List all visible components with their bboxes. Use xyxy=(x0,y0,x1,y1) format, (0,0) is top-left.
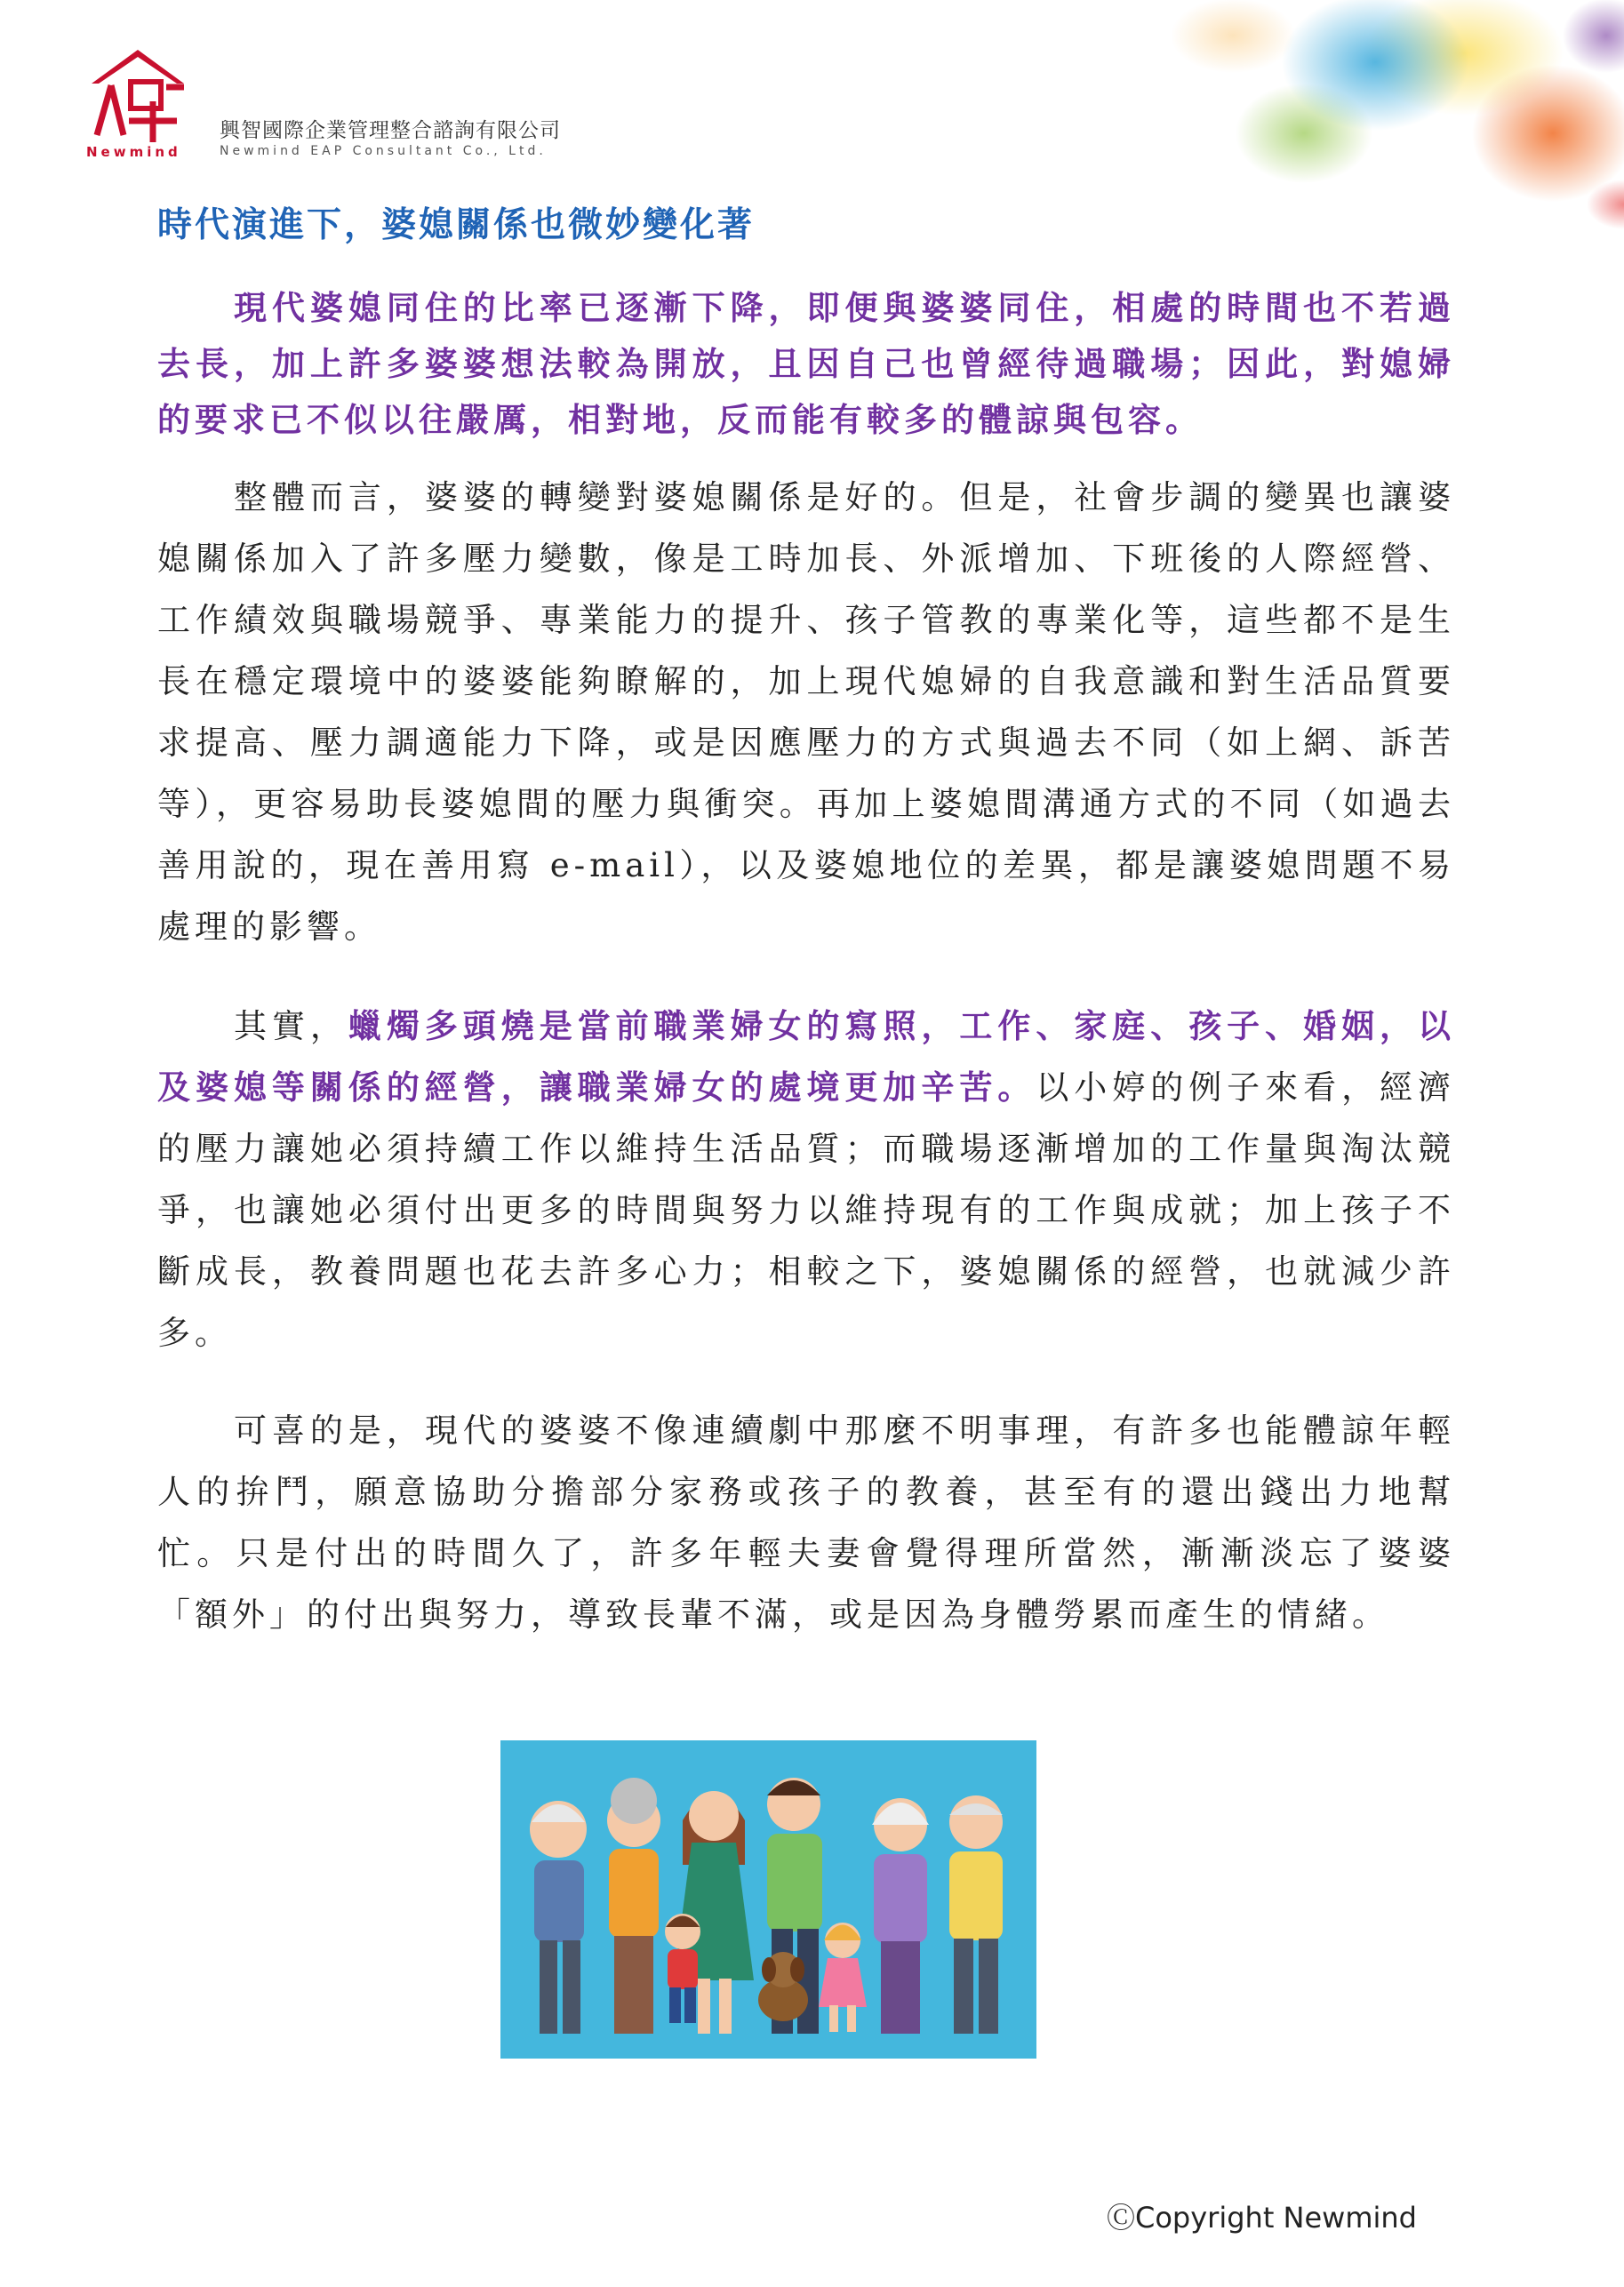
paragraph-4: 可喜的是，現代的婆婆不像連續劇中那麼不明事理，有許多也能體諒年輕人的拚鬥，願意協助分擔部分家務或孩子的教養，甚至有的還出錢出力地幫忙。只是付出的時間久了，許多年輕夫妻會覺得理所當然，漸漸淡忘了婆婆「額外」的付出與努力，導致長輩不滿，或是因為身體勞累而產生的情緒。 xyxy=(157,1411,1455,1634)
paragraph-3-intro: 其實， xyxy=(234,1007,348,1045)
watercolor-splash xyxy=(948,0,1624,258)
family-illustration xyxy=(500,1740,1036,2059)
dog-figure xyxy=(758,1952,808,2021)
company-name-english: Newmind EAP Consultant Co., Ltd. xyxy=(220,144,547,158)
paragraph-1: 現代婆媳同住的比率已逐漸下降，即便與婆婆同住，相處的時間也不若過去長，加上許多婆婆想法較為開放，且因自己也曾經待過職場；因此，對媳婦的要求已不似以往嚴厲，相對地，反而能有較多的體諒與包容。 xyxy=(157,288,1455,439)
grandmother-left-figure xyxy=(607,1778,660,2034)
page-title: 時代演進下，婆媳關係也微妙變化著 xyxy=(157,204,756,245)
paragraph-3-highlight: 蠟燭多頭燒是當前職業婦女的寫照，工作、家庭、孩子、婚姻，以及婆媳等關係的經營，讓職業婦女的處境更加辛苦。 xyxy=(157,1006,1456,1107)
paragraph-3-body: 以小婷的例子來看，經濟的壓力讓她必須持續工作以維持生活品質；而職場逐漸增加的工作量與淘汰競爭，也讓她必須付出更多的時間與努力以維持現有的工作與成就；加上孩子不斷成長，教養問題也花去許多心力；相較之下，婆媳關係的經營，也就減少許多。 xyxy=(157,1068,1456,1352)
company-name-chinese: 興智國際企業管理整合諮詢有限公司 xyxy=(220,119,561,142)
newmind-logo-icon xyxy=(84,46,191,144)
logo-wordmark: Newmind xyxy=(86,144,181,160)
paragraph-2: 整體而言，婆婆的轉變對婆媳關係是好的。但是，社會步調的變異也讓婆媳關係加入了許多壓力變數，像是工時加長、外派增加、下班後的人際經營、工作績效與職場競爭、專業能力的提升、孩子管教的專業化等，這些都不是生長在穩定環境中的婆婆能夠瞭解的，加上現代媳婦的自我意識和對生活品質要求提高、壓力調適能力下降，或是因應壓力的方式與過去不同（如上網、訴苦等），更容易助長婆媳間的壓力與衝突。再加上婆媳間溝通方式的不同（如過去善用說的，現在善用寫 e-mail），以及婆媳地位的差異，都是讓婆媳問題不易處理的影響。 xyxy=(157,478,1455,946)
paragraph-3 xyxy=(157,996,1455,1363)
copyright-notice: ⒸCopyright Newmind xyxy=(1107,2201,1417,2235)
